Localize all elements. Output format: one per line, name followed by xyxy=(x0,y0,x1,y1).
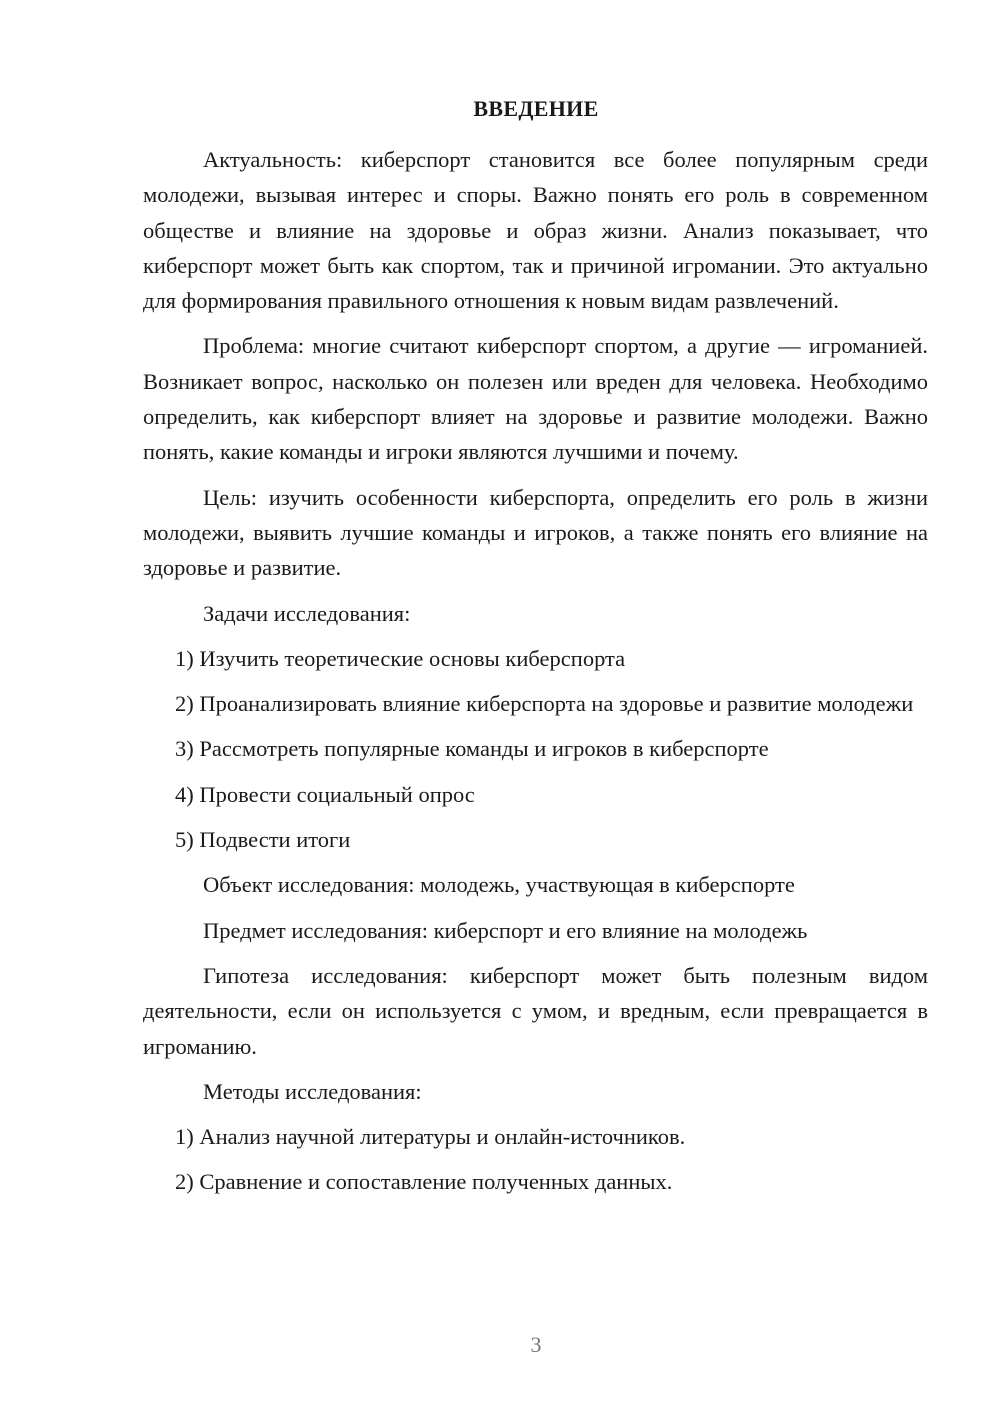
method-item-2: 2) Сравнение и сопоставление полученных данных. xyxy=(175,1169,673,1195)
paragraph-problem: Проблема: многие считают киберспорт спортом, а другие — игроманией. Возникает вопрос, насколько он полезен или вреден для человека. Необходимо определить, как киберспорт влияет на здоровье и развитие молодежи. Важно понять, какие команды и игроки являются лучшими и почему. xyxy=(143,333,928,465)
task-item-2: 2) Проанализировать влияние киберспорта на здоровье и развитие молодежи xyxy=(175,691,914,717)
document-body xyxy=(143,142,928,1210)
task-item-1: 1) Изучить теоретические основы киберспорта xyxy=(175,645,626,671)
paragraph-goal: Цель: изучить особенности киберспорта, определить его роль в жизни молодежи, выявить лучшие команды и игроков, а также понять его влияние на здоровье и развитие. xyxy=(143,484,928,581)
page-number: 3 xyxy=(530,1332,542,1357)
method-item-1: 1) Анализ научной литературы и онлайн-источников. xyxy=(175,1124,686,1150)
task-item-4: 4) Провести социальный опрос xyxy=(175,781,475,807)
paragraph-relevance: Актуальность: киберспорт становится все более популярным среди молодежи, вызывая интерес и споры. Важно понять его роль в современном обществе и влияние на здоровье и образ жизни. Анализ показывает, что киберспорт может быть как спортом, так и причиной игромании. Это актуально для формирования правильного отношения к новым видам развлечений. xyxy=(143,147,928,314)
task-item-5: 5) Подвести итоги xyxy=(175,827,351,853)
tasks-heading: Задачи исследования: xyxy=(203,600,411,626)
research-hypothesis: Гипотеза исследования: киберспорт может быть полезным видом деятельности, если он используется с умом, и вредным, если превращается в игроманию. xyxy=(143,962,928,1059)
research-object: Объект исследования: молодежь, участвующая в киберспорте xyxy=(203,872,795,898)
methods-heading: Методы исследования: xyxy=(203,1078,422,1104)
page-title: ВВЕДЕНИЕ xyxy=(473,96,599,121)
research-subject: Предмет исследования: киберспорт и его влияние на молодежь xyxy=(203,917,808,943)
task-item-3: 3) Рассмотреть популярные команды и игроков в киберспорте xyxy=(175,736,769,762)
